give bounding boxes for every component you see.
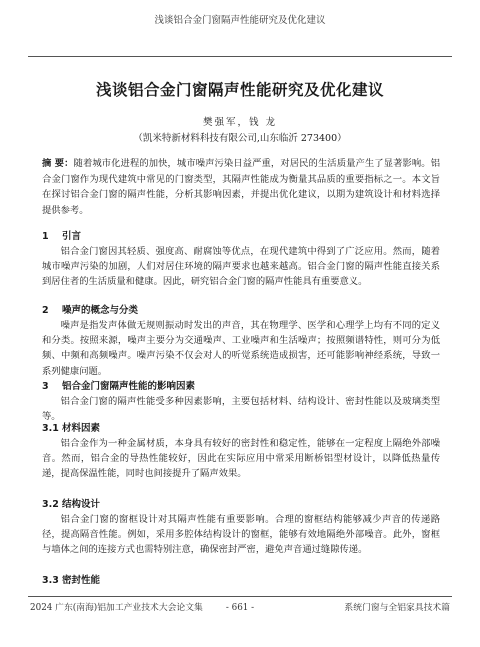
section-title: 噪声的概念与分类: [62, 305, 139, 316]
section-title: 铝合金门窗隔声性能的影响因素: [62, 381, 196, 392]
section-number: 3: [42, 381, 49, 392]
section-number: 1: [42, 231, 49, 242]
section-number: 3.1: [42, 423, 59, 434]
section-heading-1: [42, 228, 440, 242]
footer-rule: [28, 596, 452, 597]
abstract-label: 摘 要：: [42, 158, 74, 169]
footer-section: 系统门窗与全铝家具技术篇: [344, 603, 450, 613]
authors: 樊强军，钱 龙: [202, 117, 278, 128]
section-heading-3-2: [42, 496, 440, 510]
abstract: [42, 156, 440, 218]
running-head: 浅谈铝合金门窗隔声性能研究及优化建议: [154, 15, 326, 26]
section-heading-2: [42, 302, 440, 316]
page-number: - 661 -: [225, 603, 255, 613]
section-heading-3-3: [42, 572, 440, 586]
section-3-2-paragraph: 铝合金门窗的窗框设计对其隔声性能有重要影响。合理的窗框结构能够减少声音的传递路径，提高隔音性能。例如，采用多腔体结构设计的窗框，能够有效地隔绝外部噪音。此外，窗框与墙体之间的连接方式也需特别注意，确保密封严密，避免声音通过缝隙传递。: [42, 514, 440, 556]
section-number: 3.2: [42, 499, 59, 510]
affiliation: （凯米特新材料科技有限公司,山东临沂 273400）: [133, 133, 347, 144]
section-title: 密封性能: [62, 575, 101, 586]
section-number: 2: [42, 305, 49, 316]
section-number: 3.3: [42, 575, 59, 586]
section-3-1-paragraph: 铝合金作为一种金属材质，本身具有较好的密封性和稳定性，能够在一定程度上隔绝外部噪音。然而，铝合金的导热性能较好，因此在实际应用中常采用断桥铝型材设计，以降低热量传递，提高保温性能，同时也间接提升了隔声效果。: [42, 438, 440, 480]
section-title: 引言: [62, 231, 82, 242]
section-2-paragraph: 噪声是指发声体做无规则振动时发出的声音，其在物理学、医学和心理学上均有不同的定义和分类。按照来源，噪声主要分为交通噪声、工业噪声和生活噪声；按照频谱特性，则可分为低频、中频和高频噪声。噪声污染不仅会对人的听觉系统造成损害，还可能影响神经系统，导致一系列健康问题。: [42, 320, 440, 377]
header-rule: [28, 56, 452, 57]
abstract-text: 随着城市化进程的加快，城市噪声污染日益严重，对居民的生活质量产生了显著影响。铝合金门窗作为现代建筑中常见的门窗类型，其隔声性能成为衡量其品质的重要指标之一。本文旨在探讨铝合金门窗的隔声性能，分析其影响因素，并提出优化建议，以期为建筑设计和材料选择提供参考。: [42, 158, 440, 216]
section-title: 结构设计: [62, 499, 101, 510]
section-title: 材料因素: [62, 423, 101, 434]
section-heading-3-1: [42, 420, 440, 434]
section-1-paragraph: 铝合金门窗因其轻质、强度高、耐腐蚀等优点，在现代建筑中得到了广泛应用。然而，随着城市噪声污染的加剧，人们对居住环境的隔声要求也越来越高。铝合金门窗的隔声性能直接关系到居住者的生活质量和健康。因此，研究铝合金门窗的隔声性能具有重要意义。: [42, 246, 440, 288]
paper-title: 浅谈铝合金门窗隔声性能研究及优化建议: [95, 81, 384, 99]
section-heading-3: [42, 378, 440, 392]
section-3-paragraph: 铝合金门窗的隔声性能受多种因素影响，主要包括材料、结构设计、密封性能以及玻璃类型等。: [42, 396, 440, 423]
footer-proceedings: 2024 广东(南海)铝加工产业技术大会论文集: [30, 603, 203, 613]
